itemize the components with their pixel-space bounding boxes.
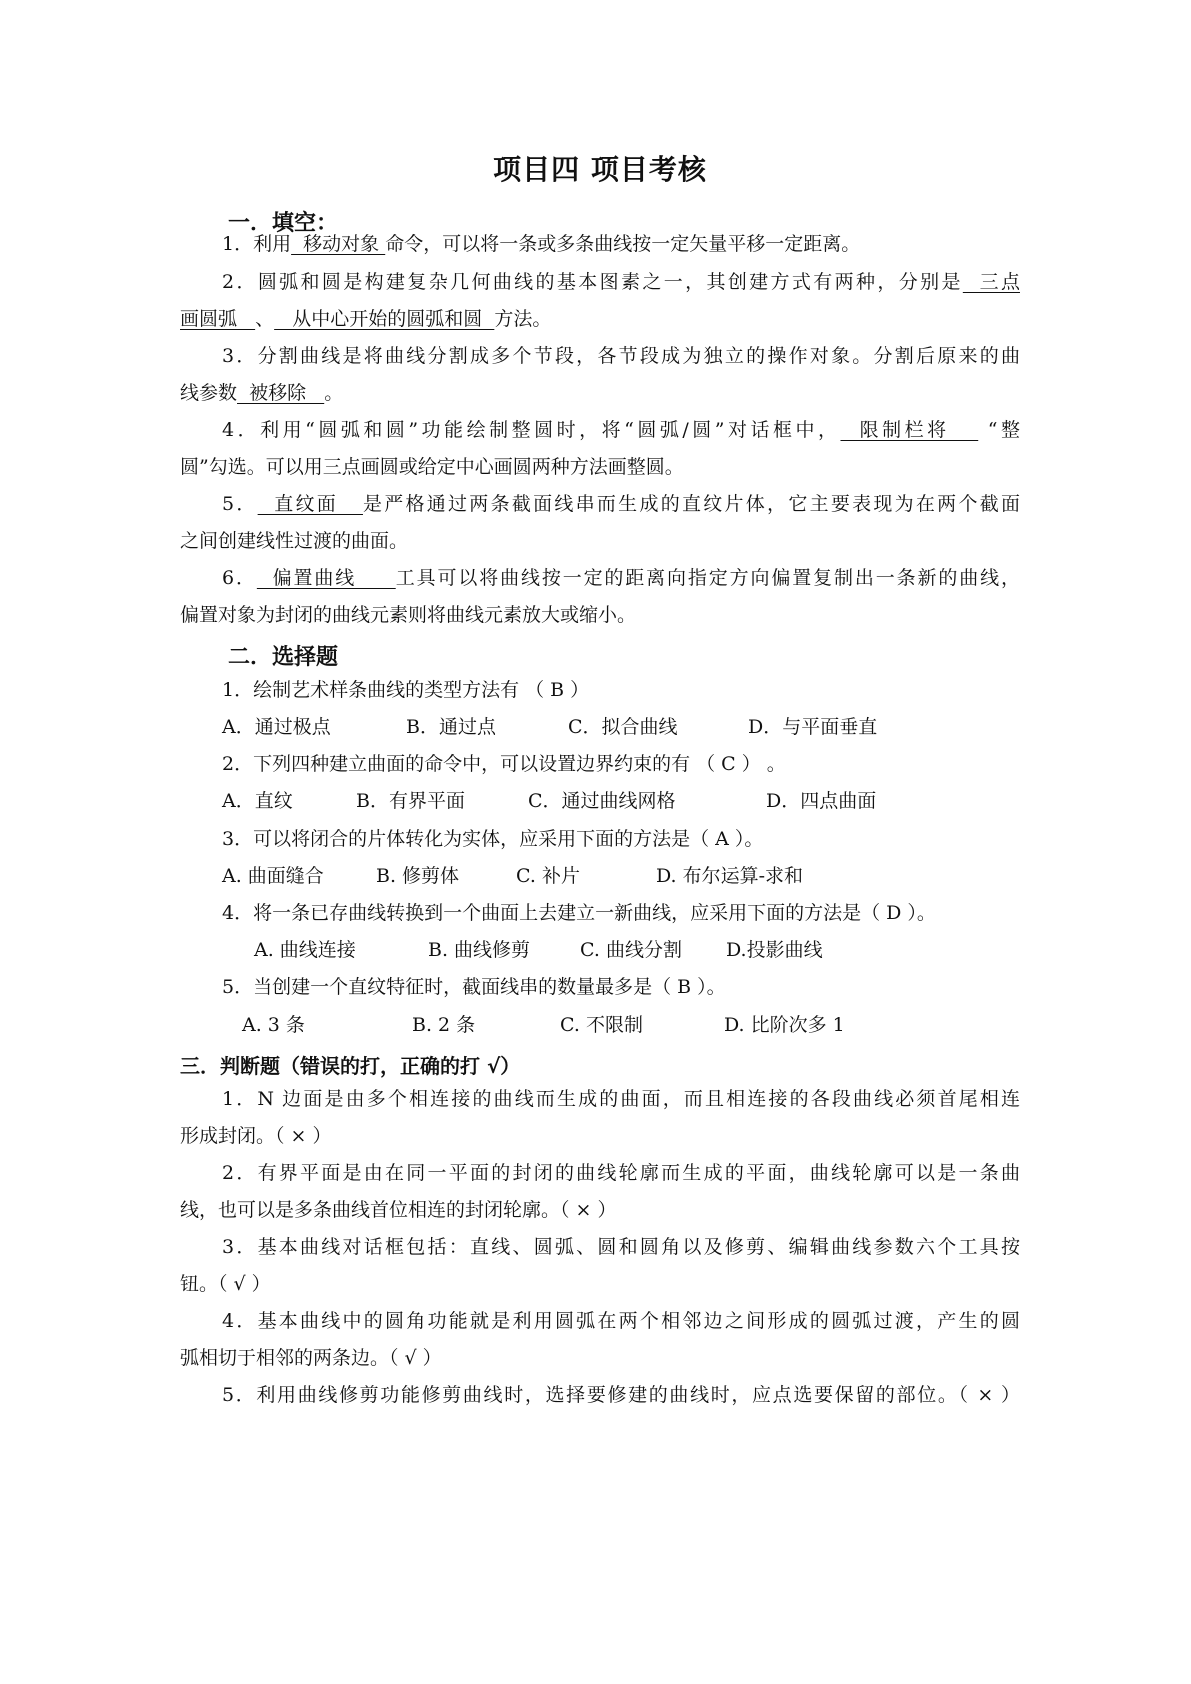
judge-q2-line1: 2．有界平面是由在同一平面的封闭的曲线轮廓而生成的平面，曲线轮廓可以是一条曲 <box>222 1162 1020 1184</box>
choice-q3-option-a: A. 曲面缝合 <box>222 865 324 887</box>
judge-q1-line1: 1．N 边面是由多个相连接的曲线而生成的曲面，而且相连接的各段曲线必须首尾相连 <box>222 1088 1020 1110</box>
choice-q5: 5．当创建一个直纹特征时，截面线串的数量最多是（ B ）。 <box>222 976 726 998</box>
fill-q4-answer: 限制栏将 <box>840 419 979 441</box>
judge-q4-line2: 弧相切于相邻的两条边。（ √ ） <box>180 1347 442 1369</box>
choice-q4-option-b: B. 曲线修剪 <box>428 939 531 961</box>
section-choice-heading: 二．选择题 <box>228 645 339 670</box>
fill-q4-line1: 4．利用“圆弧和圆”功能绘制整圆时，将“圆弧/圆”对话框中， 限制栏将 “整 <box>222 419 1020 441</box>
section-fill-heading: 一．填空： <box>228 211 339 236</box>
choice-q1-option-d: D．与平面垂直 <box>748 716 878 738</box>
page-title: 项目四 项目考核 <box>493 153 707 186</box>
judge-q3-line1: 3．基本曲线对话框包括：直线、圆弧、圆和圆角以及修剪、编辑曲线参数六个工具按 <box>222 1236 1020 1258</box>
fill-q1: 1．利用 移动对象 命令，可以将一条或多条曲线按一定矢量平移一定距离。 <box>222 233 861 255</box>
choice-q4-option-c: C. 曲线分割 <box>580 939 682 961</box>
fill-q6-line1: 6． 偏置曲线 工具可以将曲线按一定的距离向指定方向偏置复制出一条新的曲线， <box>222 567 1020 589</box>
fill-q3-line1: 3．分割曲线是将曲线分割成多个节段，各节段成为独立的操作对象。分割后原来的曲 <box>222 345 1020 367</box>
choice-q4: 4．将一条已存曲线转换到一个曲面上去建立一新曲线，应采用下面的方法是（ D ）。 <box>222 902 936 924</box>
fill-q2-answer-1: 三点 <box>962 271 1020 293</box>
choice-q3-option-b: B. 修剪体 <box>376 865 460 887</box>
fill-q2-line1: 2．圆弧和圆是构建复杂几何曲线的基本图素之一，其创建方式有两种，分别是 三点 <box>222 271 1020 293</box>
fill-q3-line2: 线参数 被移除 。 <box>180 382 344 404</box>
judge-q1-line2: 形成封闭。（ × ） <box>180 1125 332 1147</box>
choice-q4-option-d: D.投影曲线 <box>726 939 823 961</box>
choice-q2-option-b: B．有界平面 <box>356 790 465 812</box>
fill-q3-answer: 被移除 <box>237 382 325 404</box>
choice-q5-option-d: D. 比阶次多 1 <box>724 1014 845 1036</box>
choice-q5-option-b: B. 2 条 <box>412 1014 476 1036</box>
fill-q6-line2: 偏置对象为封闭的曲线元素则将曲线元素放大或缩小。 <box>180 604 637 626</box>
choice-q3: 3．可以将闭合的片体转化为实体，应采用下面的方法是（ A ）。 <box>222 828 764 850</box>
fill-q4-line2: 圆”勾选。可以用三点画圆或给定中心画圆两种方法画整圆。 <box>180 456 684 478</box>
choice-q1-option-a: A．通过极点 <box>222 716 331 738</box>
choice-q4-option-a: A. 曲线连接 <box>254 939 356 961</box>
judge-q5-line1: 5．利用曲线修剪功能修剪曲线时，选择要修建的曲线时，应点选要保留的部位。（ × ） <box>222 1384 1020 1406</box>
choice-q1-option-b: B．通过点 <box>406 716 496 738</box>
choice-q1-option-c: C．拟合曲线 <box>568 716 678 738</box>
choice-q2: 2．下列四种建立曲面的命令中，可以设置边界约束的有 （ C ） 。 <box>222 753 786 775</box>
fill-q5-line2: 之间创建线性过渡的曲面。 <box>180 530 409 552</box>
fill-q1-answer: 移动对象 <box>291 233 386 255</box>
section-judge-heading: 三．判断题（错误的打，正确的打 √） <box>180 1054 521 1078</box>
fill-q5-answer: 直纹面 <box>257 493 363 515</box>
fill-q5-line1: 5． 直纹面 是严格通过两条截面线串而生成的直纹片体，它主要表现为在两个截面 <box>222 493 1020 515</box>
choice-q2-option-a: A．直纹 <box>222 790 293 812</box>
fill-q6-answer: 偏置曲线 <box>256 567 396 589</box>
choice-q2-option-c: C．通过曲线网格 <box>528 790 676 812</box>
choice-q5-option-a: A. 3 条 <box>242 1014 305 1036</box>
judge-q2-line2: 线，也可以是多条曲线首位相连的封闭轮廓。（ × ） <box>180 1199 617 1221</box>
choice-q1: 1．绘制艺术样条曲线的类型方法有 （ B ） <box>222 679 590 701</box>
fill-q2-line2: 画圆弧 、 从中心开始的圆弧和圆 方法。 <box>180 308 552 330</box>
choice-q2-option-d: D．四点曲面 <box>766 790 877 812</box>
choice-q3-option-d: D. 布尔运算-求和 <box>656 865 804 887</box>
judge-q4-line1: 4．基本曲线中的圆角功能就是利用圆弧在两个相邻边之间形成的圆弧过渡，产生的圆 <box>222 1310 1020 1332</box>
fill-q2-answer-2: 从中心开始的圆弧和圆 <box>274 308 495 330</box>
choice-q3-option-c: C. 补片 <box>516 865 580 887</box>
judge-q3-line2: 钮。（ √ ） <box>180 1273 271 1295</box>
choice-q5-option-c: C. 不限制 <box>560 1014 643 1036</box>
